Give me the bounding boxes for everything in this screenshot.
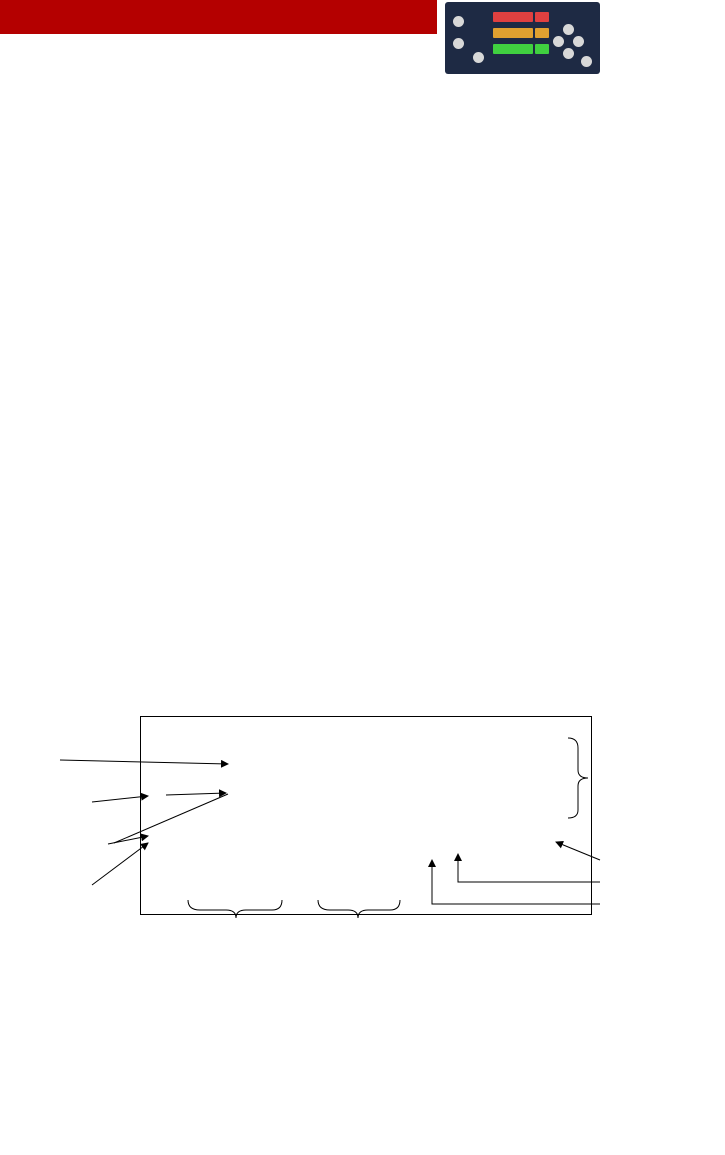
leader-lines: [0, 700, 725, 930]
device-photo: [445, 2, 600, 74]
page-title: [0, 0, 437, 34]
